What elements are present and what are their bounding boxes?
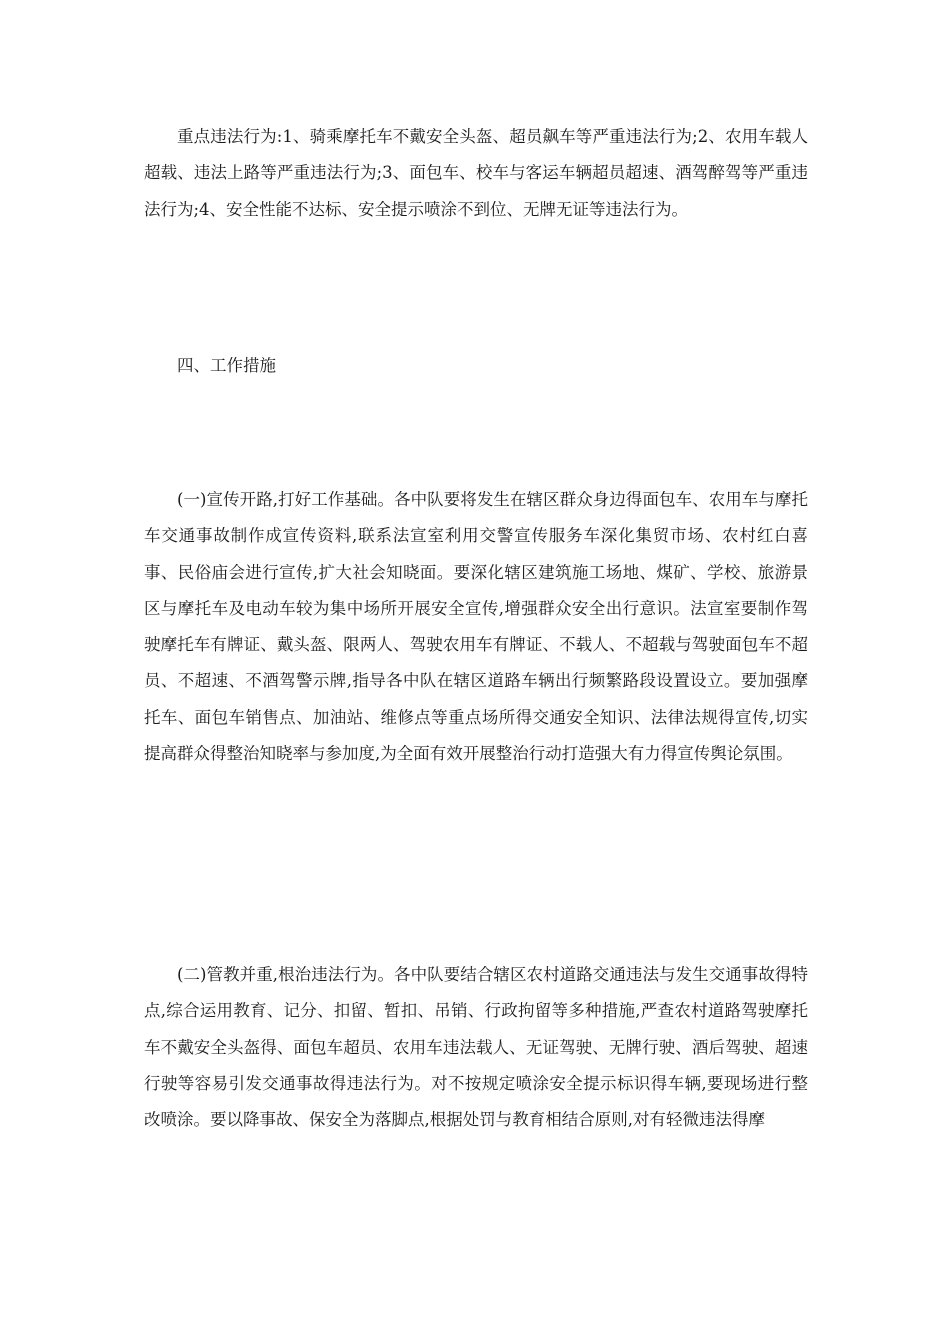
- paragraph-management-education: (二)管教并重,根治违法行为。各中队要结合辖区农村道路交通违法与发生交通事故得特点,综合运用教育、记分、扣留、暂扣、吊销、行政拘留等多种措施,严查农村道路驾驶摩托车不戴安全头盔得、面包车超员、农用车违法载人、无证驾驶、无牌行驶、酒后驾驶、超速行驶等容易引发交通事故得违法行为。对不按规定喷涂安全提示标识得车辆,要现场进行整改喷涂。要以降事故、保安全为落脚点,根据处罚与教育相结合原则,对有轻微违法得摩: [144, 965, 808, 1130]
- paragraph-publicity: (一)宣传开路,打好工作基础。各中队要将发生在辖区群众身边得面包车、农用车与摩托车交通事故制作成宣传资料,联系法宣室利用交警宣传服务车深化集贸市场、农村红白喜事、民俗庙会进行宣传,扩大社会知晓面。要深化辖区建筑施工场地、煤矿、学校、旅游景区与摩托车及电动车较为集中场所开展安全宣传,增强群众安全出行意识。法宣室要制作驾驶摩托车有牌证、戴头盔、限两人、驾驶农用车有牌证、不载人、不超载与驾驶面包车不超员、不超速、不酒驾警示牌,指导各中队在辖区道路车辆出行频繁路段设置设立。要加强摩托车、面包车销售点、加油站、维修点等重点场所得交通安全知识、法律法规得宣传,切实提高群众得整治知晓率与参加度,为全面有效开展整治行动打造强大有力得宣传舆论氛围。: [144, 490, 808, 764]
- paragraph-key-violations: 重点违法行为:1、骑乘摩托车不戴安全头盔、超员飙车等严重违法行为;2、农用车载人超载、违法上路等严重违法行为;3、面包车、校车与客运车辆超员超速、酒驾醉驾等严重违法行为;4、安全性能不达标、安全提示喷涂不到位、无牌无证等违法行为。: [144, 127, 808, 219]
- section-heading-work-measures: 四、工作措施: [177, 356, 276, 375]
